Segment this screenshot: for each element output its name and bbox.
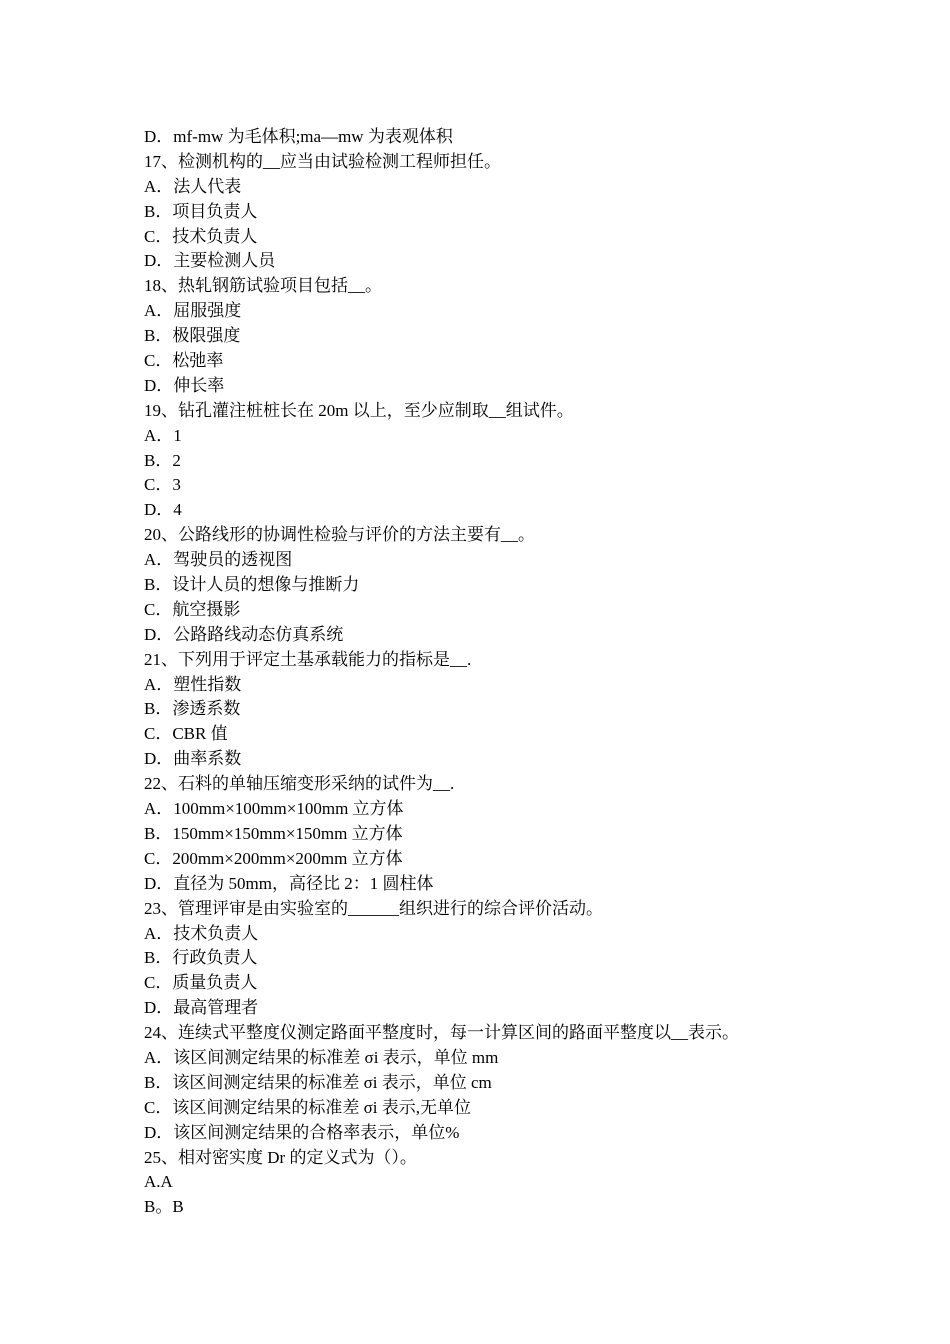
question-18: 18、热轧钢筋试验项目包括__。: [144, 276, 382, 296]
option-line: D．公路路线动态仿真系统: [144, 624, 344, 644]
question-list: [144, 125, 844, 1220]
option-line: B。B: [144, 1197, 184, 1217]
option-line: B．设计人员的想像与推断力: [144, 575, 360, 595]
option-line: B．行政负责人: [144, 948, 258, 968]
question-23: 23、管理评审是由实验室的______组织进行的综合评价活动。: [144, 898, 603, 918]
question-22: 22、石料的单轴压缩变形采纳的试件为__.: [144, 774, 455, 794]
question-24: 24、连续式平整度仪测定路面平整度时，每一计算区间的路面平整度以__表示。: [144, 1023, 739, 1043]
option-line: D．该区间测定结果的合格率表示，单位%: [144, 1122, 460, 1142]
option-line: C．质量负责人: [144, 973, 258, 993]
option-line: C．200mm×200mm×200mm 立方体: [144, 848, 403, 868]
option-line: A．1: [144, 425, 182, 445]
option-line: D．4: [144, 500, 182, 520]
question-19: 19、钻孔灌注桩桩长在 20m 以上，至少应制取__组试件。: [144, 400, 574, 420]
option-line: C．技术负责人: [144, 226, 258, 246]
option-line: A．屈服强度: [144, 301, 242, 321]
option-line: A．100mm×100mm×100mm 立方体: [144, 799, 404, 819]
option-line: B．2: [144, 450, 181, 470]
option-line: A．法人代表: [144, 176, 242, 196]
option-line: D．直径为 50mm，高径比 2：1 圆柱体: [144, 873, 434, 893]
option-line: C．松弛率: [144, 351, 224, 371]
option-line: D．主要检测人员: [144, 251, 276, 271]
question-17: 17、检测机构的__应当由试验检测工程师担任。: [144, 151, 501, 171]
option-line: C．3: [144, 475, 181, 495]
option-line: C．CBR 值: [144, 724, 228, 744]
option-line: C．航空摄影: [144, 599, 241, 619]
option-line: B．项目负责人: [144, 201, 258, 221]
option-line: D．最高管理者: [144, 998, 259, 1018]
option-line: A．技术负责人: [144, 923, 259, 943]
option-line: A.A: [144, 1172, 173, 1192]
option-line: A．塑性指数: [144, 674, 242, 694]
option-line: B．150mm×150mm×150mm 立方体: [144, 823, 403, 843]
option-line: D．曲率系数: [144, 749, 242, 769]
option-line: B．极限强度: [144, 326, 241, 346]
option-line: B．该区间测定结果的标准差 σi 表示，单位 cm: [144, 1072, 492, 1092]
question-25: 25、相对密实度 Dr 的定义式为（）。: [144, 1147, 417, 1167]
option-line: A．该区间测定结果的标准差 σi 表示，单位 mm: [144, 1047, 499, 1067]
option-line: A．驾驶员的透视图: [144, 550, 293, 570]
option-line: C．该区间测定结果的标准差 σi 表示,无单位: [144, 1097, 471, 1117]
question-21: 21、下列用于评定土基承载能力的指标是__.: [144, 649, 472, 669]
option-line: D．mf-mw 为毛体积;ma—mw 为表观体积: [144, 127, 453, 146]
question-20: 20、公路线形的协调性检验与评价的方法主要有__。: [144, 525, 535, 545]
option-line: B．渗透系数: [144, 699, 241, 719]
option-line: D．伸长率: [144, 375, 225, 395]
